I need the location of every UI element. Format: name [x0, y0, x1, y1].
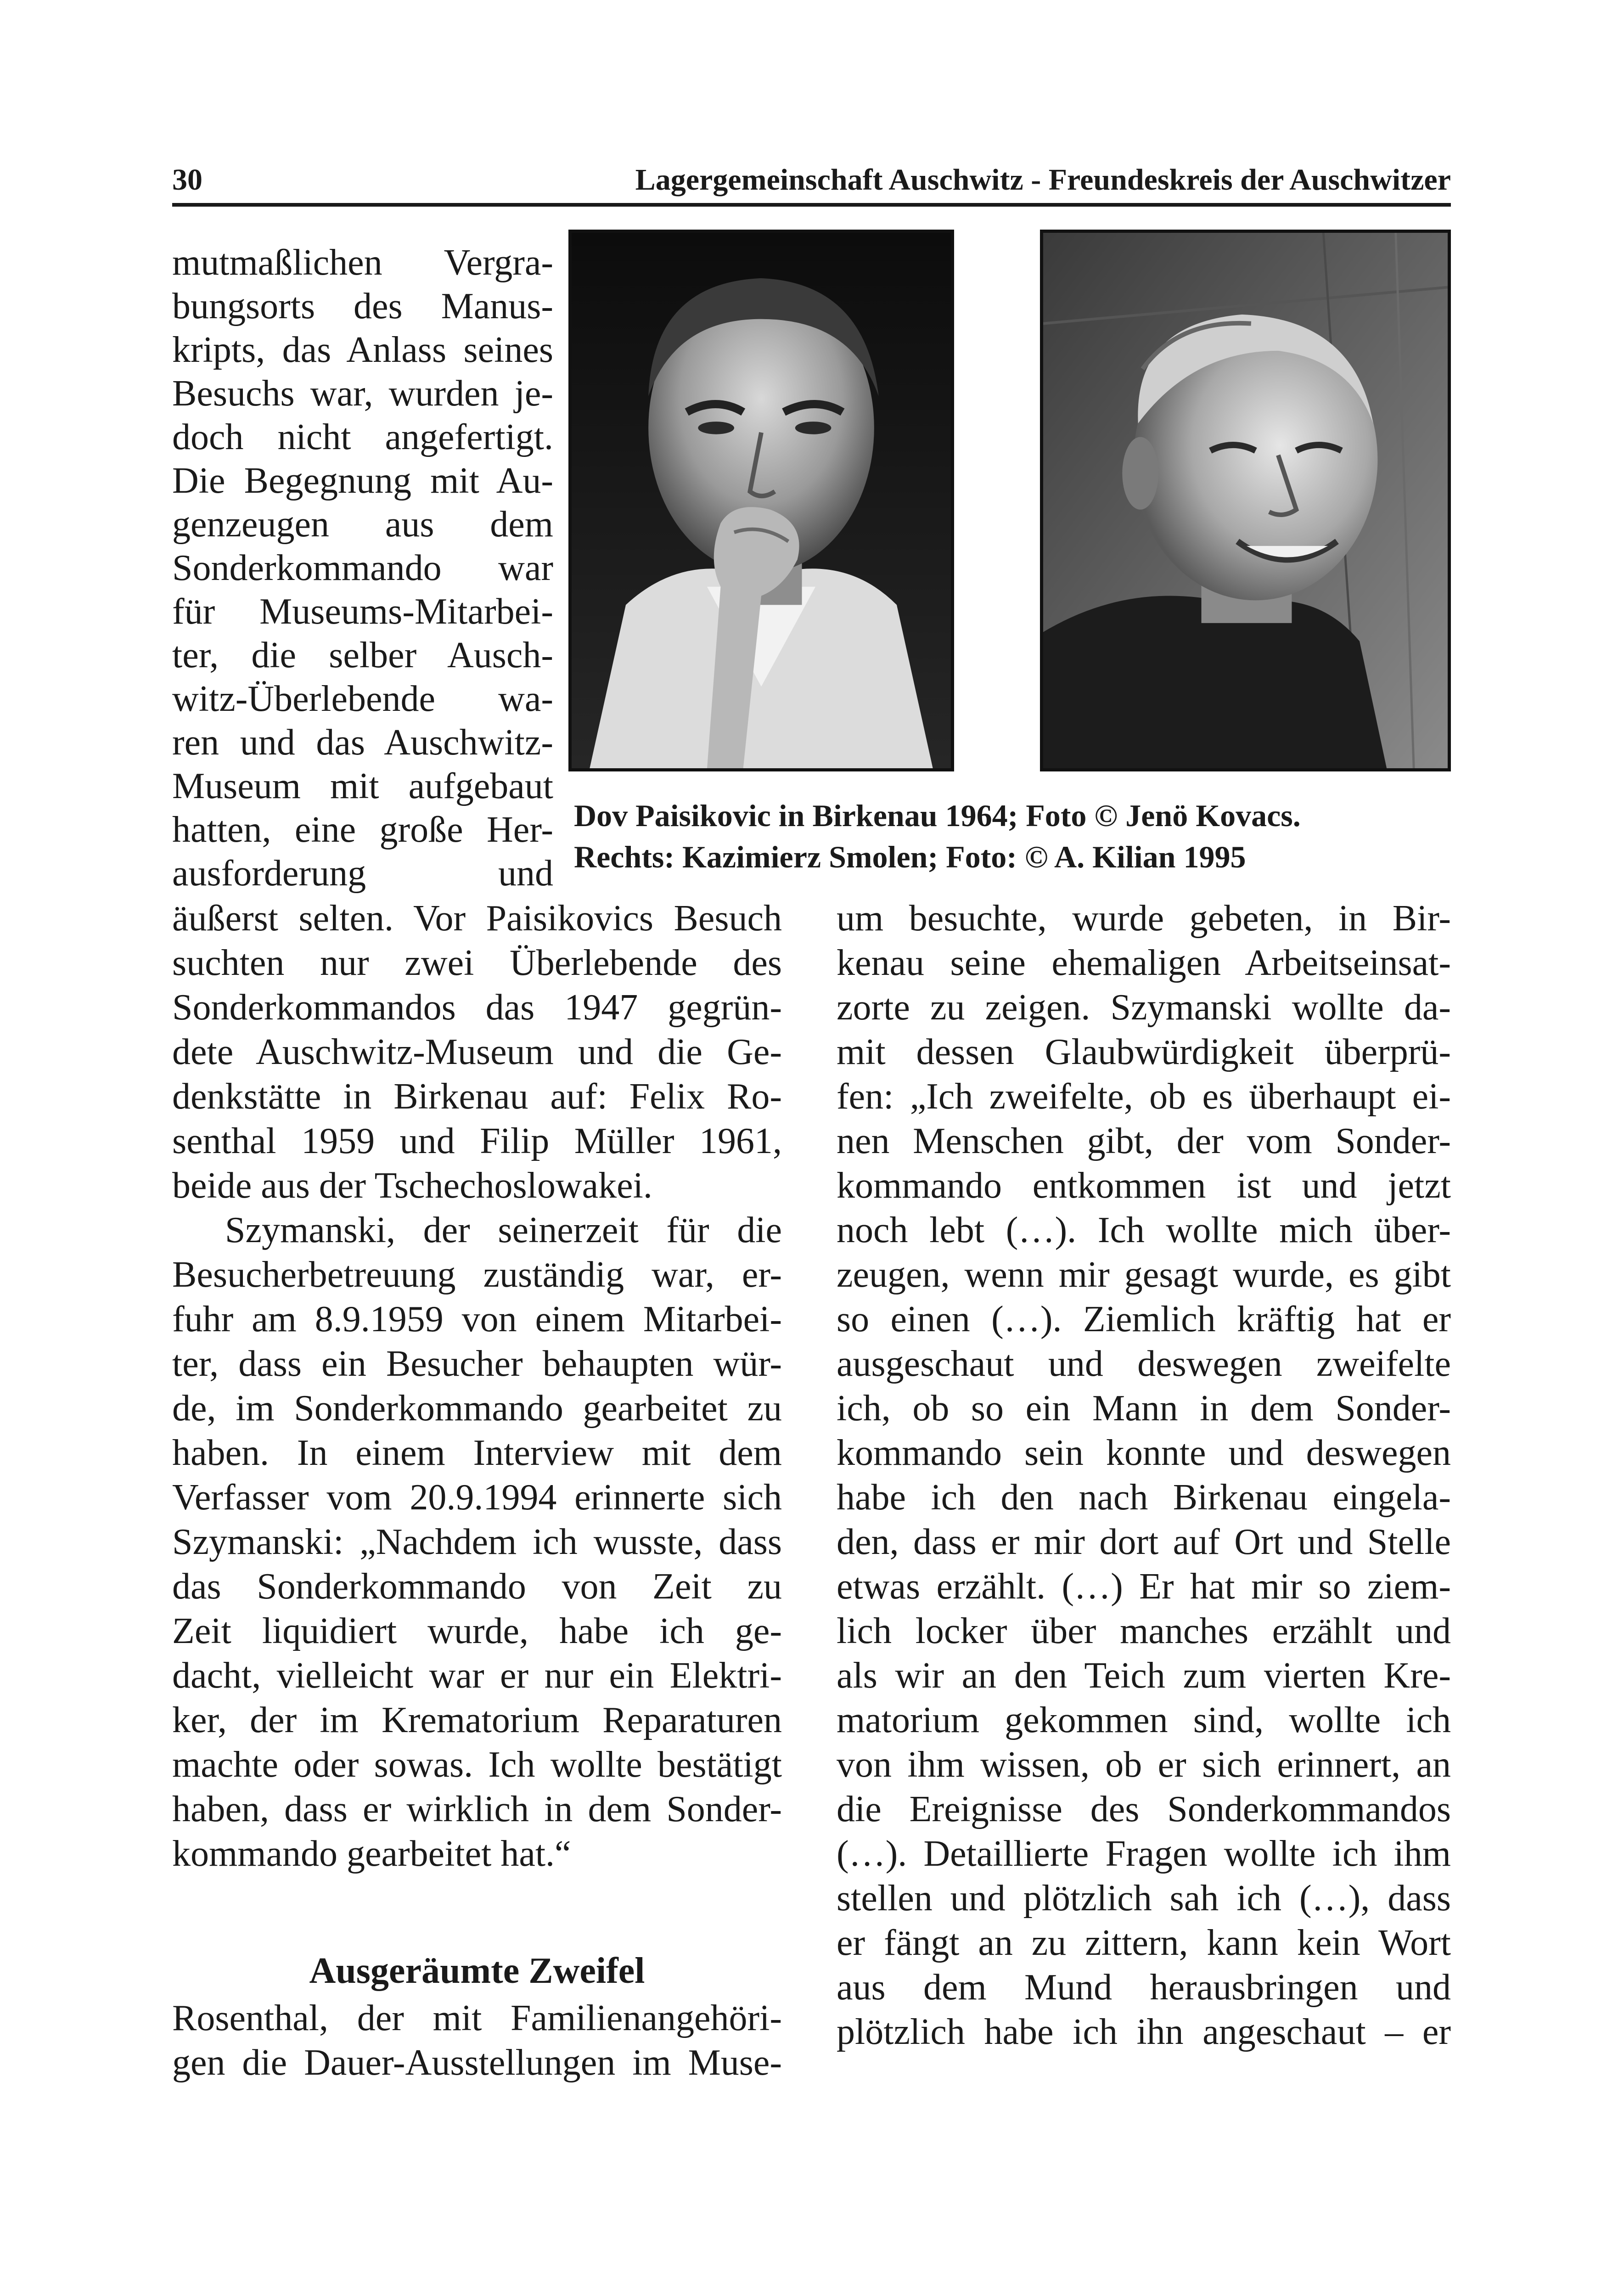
- text-line: suchten nur zwei Überlebende des: [172, 943, 782, 983]
- text-line: noch lebt (…). Ich wollte mich über-: [837, 1210, 1451, 1250]
- text-line: aus dem Mund herausbringen und: [837, 1967, 1451, 2008]
- text-line: Die Begegnung mit Au-: [172, 461, 553, 501]
- text-line: ker, der im Krematorium Reparaturen: [172, 1700, 782, 1740]
- text-line: nen Menschen gibt, der vom Sonder-: [837, 1121, 1451, 1161]
- section-heading: Ausgeräumte Zweifel: [309, 1951, 645, 1991]
- running-header: [172, 148, 1451, 207]
- text-line: mit dessen Glaubwürdigkeit überprü-: [837, 1032, 1451, 1072]
- text-line: Besuchs war, wurden je-: [172, 373, 553, 414]
- photo-dov-paisikovic: [568, 230, 954, 771]
- text-line: Sonderkommando war: [172, 548, 553, 588]
- text-line: matorium gekommen sind, wollte ich: [837, 1700, 1451, 1740]
- text-line: Szymanski: „Nachdem ich wusste, dass: [172, 1522, 782, 1562]
- text-line: beide aus der Tschechoslowakei.: [172, 1165, 652, 1206]
- text-line: von ihm wissen, ob er sich erinnert, an: [837, 1745, 1451, 1785]
- text-line: Sonderkommandos das 1947 gegrün-: [172, 987, 782, 1028]
- text-line: für Museums-Mitarbei-: [172, 591, 553, 632]
- text-line: bungsorts des Manus-: [172, 286, 553, 326]
- text-line: kommando gearbeitet hat.“: [172, 1834, 571, 1874]
- text-line: kripts, das Anlass seines: [172, 330, 553, 370]
- text-line: witz-Überlebende wa-: [172, 679, 553, 719]
- text-line: Besucherbetreuung zuständig war, er-: [172, 1255, 782, 1295]
- text-line: machte oder sowas. Ich wollte bestätigt: [172, 1745, 782, 1785]
- text-line: die Ereignisse des Sonderkommandos: [837, 1789, 1451, 1829]
- text-line: so einen (…). Ziemlich kräftig hat er: [837, 1299, 1451, 1339]
- text-line: etwas erzählt. (…) Er hat mir so ziem-: [837, 1566, 1451, 1607]
- text-line: doch nicht angefertigt.: [172, 417, 553, 457]
- text-line: ich, ob so ein Mann in dem Sonder-: [837, 1388, 1451, 1429]
- running-title: Lagergemeinschaft Auschwitz - Freundeskreis der Auschwitzer: [635, 163, 1451, 197]
- text-line: hatten, eine große Her-: [172, 810, 553, 850]
- text-line: haben. In einem Interview mit dem: [172, 1433, 782, 1473]
- text-line: um besuchte, wurde gebeten, in Bir-: [837, 898, 1451, 939]
- text-line: haben, dass er wirklich in dem Sonder-: [172, 1789, 782, 1829]
- text-line: ren und das Auschwitz-: [172, 722, 553, 763]
- text-line: kommando entkommen ist und jetzt: [837, 1165, 1451, 1206]
- text-line: Rosenthal, der mit Familienangehöri-: [172, 1998, 782, 2038]
- photo-caption-line-1: Dov Paisikovic in Birkenau 1964; Foto © Jenö Kovacs.: [574, 798, 1301, 833]
- text-line: kenau seine ehemaligen Arbeitseinsat-: [837, 943, 1451, 983]
- text-line: er fängt an zu zittern, kann kein Wort: [837, 1923, 1451, 1963]
- text-line: plötzlich habe ich ihn angeschaut – er: [837, 2012, 1451, 2052]
- photo-caption-line-2: Rechts: Kazimierz Smolen; Foto: © A. Kilian 1995: [574, 839, 1246, 874]
- text-line: Verfasser vom 20.9.1994 erinnerte sich: [172, 1477, 782, 1518]
- text-line: zorte zu zeigen. Szymanski wollte da-: [837, 987, 1451, 1028]
- text-line: ter, die selber Ausch-: [172, 635, 553, 675]
- text-line: zeugen, wenn mir gesagt wurde, es gibt: [837, 1255, 1451, 1295]
- text-line: Zeit liquidiert wurde, habe ich ge-: [172, 1611, 782, 1651]
- text-line: mutmaßlichen Vergra-: [172, 242, 553, 283]
- text-line: als wir an den Teich zum vierten Kre-: [837, 1655, 1451, 1696]
- text-line: den, dass er mir dort auf Ort und Stelle: [837, 1522, 1451, 1562]
- text-line: genzeugen aus dem: [172, 504, 553, 545]
- text-line: dacht, vielleicht war er nur ein Elektri-: [172, 1655, 782, 1696]
- text-line: lich locker über manches erzählt und: [837, 1611, 1451, 1651]
- text-line: ter, dass ein Besucher behaupten wür-: [172, 1344, 782, 1384]
- text-line: stellen und plötzlich sah ich (…), dass: [837, 1878, 1451, 1919]
- text-line: Museum mit aufgebaut: [172, 766, 553, 806]
- text-line: ausgeschaut und deswegen zweifelte: [837, 1344, 1451, 1384]
- text-line: äußerst selten. Vor Paisikovics Besuch: [172, 898, 782, 939]
- paragraph-start-line: Szymanski, der seinerzeit für die: [225, 1210, 782, 1250]
- text-line: fen: „Ich zweifelte, ob es überhaupt ei-: [837, 1076, 1451, 1117]
- text-line: dete Auschwitz-Museum und die Ge-: [172, 1032, 782, 1072]
- text-line: denkstätte in Birkenau auf: Felix Ro-: [172, 1076, 782, 1117]
- page-number: 30: [172, 163, 202, 197]
- text-line: das Sonderkommando von Zeit zu: [172, 1566, 782, 1607]
- text-line: (…). Detaillierte Fragen wollte ich ihm: [837, 1834, 1451, 1874]
- text-line: habe ich den nach Birkenau eingela-: [837, 1477, 1451, 1518]
- photo-kazimierz-smolen: [1040, 230, 1451, 771]
- text-line: fuhr am 8.9.1959 von einem Mitarbei-: [172, 1299, 782, 1339]
- text-line: ausforderung und: [172, 853, 553, 894]
- text-line: kommando sein konnte und deswegen: [837, 1433, 1451, 1473]
- text-line: gen die Dauer-Ausstellungen im Muse-: [172, 2043, 782, 2083]
- text-line: senthal 1959 und Filip Müller 1961,: [172, 1121, 782, 1161]
- text-line: de, im Sonderkommando gearbeitet zu: [172, 1388, 782, 1429]
